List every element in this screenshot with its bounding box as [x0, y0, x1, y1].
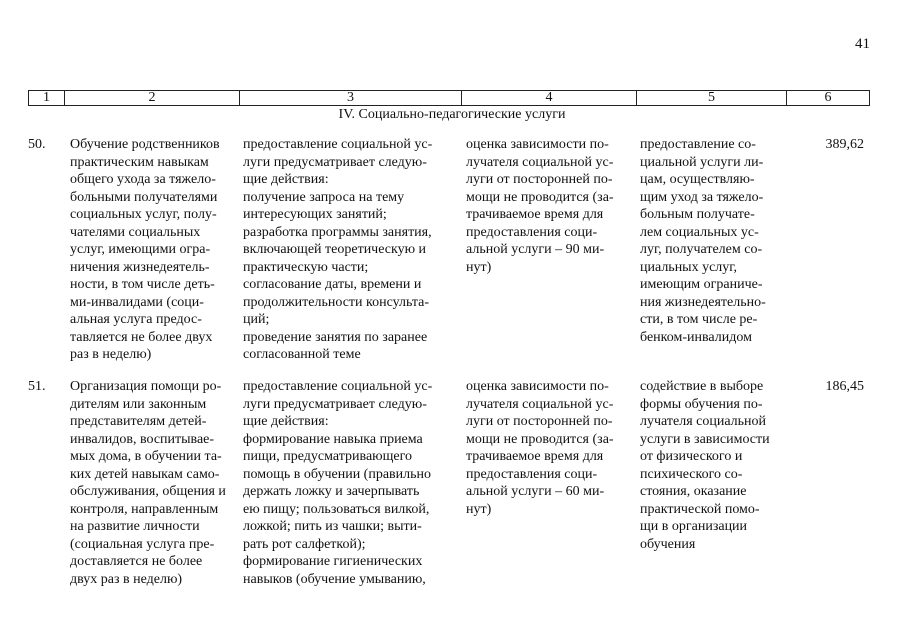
service-conditions: содействие в выборе формы обучения по- лучателя социальной услуги в зависимости от физического и психического со- стояния, оказание практической помо- щи в организации обучения: [640, 379, 770, 552]
service-price: 186,45: [825, 379, 864, 394]
service-content: предоставление социальной ус- луги предусматривает следую- щие действия: формирование навыка приема пищи, предусматривающего помощь в обучении (правильно держать ложку и зачерпывать ею пищу; пользоваться вилкой, ложкой; пить из чашки; выти- рать рот салфеткой); формирование гигиенических навыков (обучение умыванию,: [243, 379, 433, 587]
header-col-4: 4: [462, 91, 637, 105]
row-number: 50.: [28, 137, 46, 152]
service-name: Организация помощи ро- дителям или законным представителям детей- инвалидов, воспитывае- мых дома, в обучении та- ких детей навыкам само- обслуживания, общения и контроля, направленным на развитие личности (социальная услуга пре- доставляется не более двух раз в неделю): [70, 379, 226, 587]
row-number: 51.: [28, 379, 46, 394]
service-evaluation: оценка зависимости по- лучателя социальной ус- луги от посторонней по- мощи не проводится (за- трачиваемое время для предоставления соци- альной услуги – 90 ми- нут): [466, 137, 614, 275]
section-title: IV. Социально-педагогические услуги: [338, 107, 566, 122]
service-price: 389,62: [825, 137, 864, 152]
service-evaluation: оценка зависимости по- лучателя социальной ус- луги от посторонней по- мощи не проводится (за- трачиваемое время для предоставления соци- альной услуги – 60 ми- нут): [466, 379, 614, 517]
table-header-row: [28, 90, 870, 106]
header-col-6: 6: [824, 90, 832, 105]
header-col-3: 3: [240, 91, 462, 105]
page-number: 41: [855, 36, 870, 52]
header-col-1: 1: [29, 91, 65, 105]
service-name: Обучение родственников практическим навыкам общего ухода за тяжело- больными получателями социальных услуг, полу- чателями социальных услуг, имеющими огра- ничения жизнедеятель- ности, в том числе деть- ми-инвалидами (соци- альная услуга предос- тавляется не более двух раз в неделю): [70, 137, 220, 362]
service-content: предоставление социальной ус- луги предусматривает следую- щие действия: получение запроса на тему интересующих занятий; разработка программы занятия, включающей теоретическую и практическую части; согласование даты, времени и продолжительности консульта- ций; проведение занятия по заранее согласованной теме: [243, 137, 433, 362]
service-conditions: предоставление со- циальной услуги ли- цам, осуществляю- щим уход за тяжело- больным получате- лем социальных ус- луг, получателем со- циальных услуг, имеющим ограниче- ния жизнедеятельно- сти, в том числе ре- бенком-инвалидом: [640, 137, 766, 345]
header-col-5: 5: [637, 91, 787, 105]
header-col-2: 2: [65, 91, 240, 105]
